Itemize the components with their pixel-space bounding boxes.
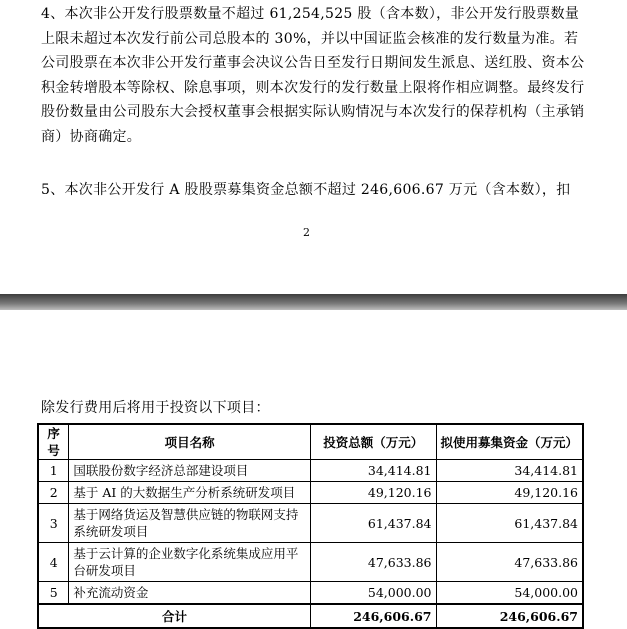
paragraph-fund-raising: 5、本次非公开发行 A 股股票募集资金总额不超过 246,606.67 万元（含本数），扣: [41, 182, 571, 198]
row-total-investment: 49,120.16: [310, 482, 436, 504]
row-seq: 1: [38, 460, 69, 482]
row-project-name: 基于 AI 的大数据生产分析系统研发项目: [69, 482, 311, 504]
row-project-name: 基于云计算的企业数字化系统集成应用平台研发项目: [69, 543, 311, 582]
paragraph-share-quantity: 4、本次非公开发行股票数量不超过 61,254,525 股（含本数），非公开发行股票数量上限未超过本次发行前公司总股本的 30%，并以中国证监会核准的发行数量为准。若公司股票在本次非公开发行董事会决议公告日至发行日期间发生派息、送红股、资本公积金转增股本等除权、除息事项，则本次发行的发行数量上限将作相应调整。最终发行股份数量由公司股东大会授权董事会根据实际认购情况与本次发行的保荐机构（主承销商）协商确定。: [41, 6, 585, 145]
row-raised-funds: 34,414.81: [436, 460, 583, 482]
row-total-investment: 54,000.00: [310, 582, 436, 605]
row-raised-funds: 54,000.00: [436, 582, 583, 605]
total-investment: 246,606.67: [310, 604, 436, 628]
table-row: [38, 460, 583, 482]
row-project-name: 国联股份数字经济总部建设项目: [69, 460, 311, 482]
header-project-name: 项目名称: [69, 424, 311, 460]
row-seq: 2: [38, 482, 69, 504]
total-raised-funds: 246,606.67: [436, 604, 583, 628]
intro-text: 除发行费用后将用于投资以下项目：: [41, 400, 270, 416]
row-total-investment: 61,437.84: [310, 504, 436, 543]
row-seq: 3: [38, 504, 69, 543]
row-total-investment: 47,633.86: [310, 543, 436, 582]
page-number: 2: [303, 226, 310, 239]
table-total-row: [38, 604, 583, 628]
page-separator: [0, 294, 627, 310]
header-total-investment: 投资总额（万元）: [310, 424, 436, 460]
table-row: [38, 482, 583, 504]
row-seq: 5: [38, 582, 69, 605]
total-label: 合计: [38, 604, 310, 628]
table-row: [38, 543, 583, 582]
row-project-name: 基于网络货运及智慧供应链的物联网支持系统研发项目: [69, 504, 311, 543]
table-row: [38, 504, 583, 543]
table-header-row: [38, 424, 583, 460]
row-seq: 4: [38, 543, 69, 582]
row-raised-funds: 61,437.84: [436, 504, 583, 543]
row-project-name: 补充流动资金: [69, 582, 311, 605]
header-raised-funds: 拟使用募集资金（万元）: [436, 424, 583, 460]
row-raised-funds: 47,633.86: [436, 543, 583, 582]
row-total-investment: 34,414.81: [310, 460, 436, 482]
table-row: [38, 582, 583, 605]
row-raised-funds: 49,120.16: [436, 482, 583, 504]
investment-projects-table: [37, 423, 584, 629]
header-seq: 序号: [38, 424, 69, 460]
